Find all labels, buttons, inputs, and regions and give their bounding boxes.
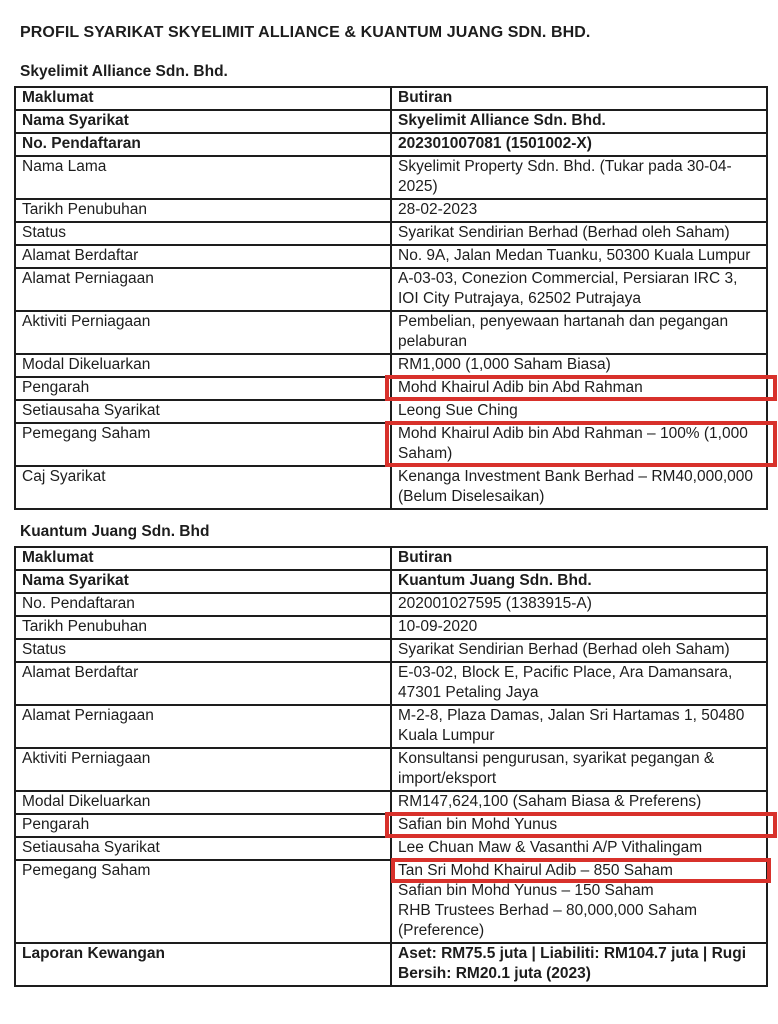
row-value <box>391 593 767 616</box>
table-row <box>15 222 767 245</box>
table-row <box>15 268 767 311</box>
value-text: Kuantum Juang Sdn. Bhd. <box>398 572 592 589</box>
row-label: Tarikh Penubuhan <box>15 199 391 222</box>
row-value <box>391 466 767 509</box>
table-row <box>15 311 767 354</box>
table-row <box>15 156 767 199</box>
row-label: Tarikh Penubuhan <box>15 616 391 639</box>
value-text: Mohd Khairul Adib bin Abd Rahman <box>398 379 643 396</box>
row-value <box>391 400 767 423</box>
row-label: Pengarah <box>15 377 391 400</box>
value-text: E-03-02, Block E, Pacific Place, Ara Damansara, 47301 Petaling Jaya <box>398 664 733 701</box>
table-row <box>15 377 767 400</box>
value-text: 202001027595 (1383915-A) <box>398 595 592 612</box>
value-text: Pembelian, penyewaan hartanah dan pegangan pelaburan <box>398 313 729 350</box>
value-text: M-2-8, Plaza Damas, Jalan Sri Hartamas 1, 50480 Kuala Lumpur <box>398 707 745 744</box>
company-info-table-skyelimit <box>14 86 768 510</box>
column-header: Butiran <box>391 547 767 570</box>
row-value <box>391 311 767 354</box>
row-label: Status <box>15 639 391 662</box>
row-label: Nama Syarikat <box>15 570 391 593</box>
row-label: Pemegang Saham <box>15 423 391 466</box>
page-title: PROFIL SYARIKAT SKYELIMIT ALLIANCE & KUANTUM JUANG SDN. BHD. <box>20 24 591 41</box>
row-label: No. Pendaftaran <box>15 133 391 156</box>
header-row <box>15 87 767 110</box>
table-row <box>15 245 767 268</box>
value-text: Syarikat Sendirian Berhad (Berhad oleh Saham) <box>398 641 730 658</box>
row-value <box>391 814 767 837</box>
row-label: Modal Dikeluarkan <box>15 354 391 377</box>
row-value <box>391 268 767 311</box>
value-text: Aset: RM75.5 juta | Liabiliti: RM104.7 juta | Rugi Bersih: RM20.1 juta (2023) <box>398 945 747 982</box>
table-row <box>15 791 767 814</box>
table-row <box>15 860 767 943</box>
company-section-kuantum <box>14 523 768 987</box>
table-row <box>15 133 767 156</box>
row-value <box>391 156 767 199</box>
row-label: Alamat Perniagaan <box>15 268 391 311</box>
row-value <box>391 943 767 986</box>
row-label: Caj Syarikat <box>15 466 391 509</box>
company-heading-kuantum: Kuantum Juang Sdn. Bhd <box>20 523 210 540</box>
row-value <box>391 705 767 748</box>
value-line <box>398 861 760 881</box>
row-label: Setiausaha Syarikat <box>15 837 391 860</box>
column-header: Maklumat <box>15 547 391 570</box>
table-row <box>15 199 767 222</box>
value-text: Konsultansi pengurusan, syarikat pegangan & import/eksport <box>398 750 715 787</box>
company-info-table-kuantum <box>14 546 768 987</box>
table-row <box>15 616 767 639</box>
value-text: Safian bin Mohd Yunus – 150 Saham <box>398 882 654 899</box>
row-label: No. Pendaftaran <box>15 593 391 616</box>
table-row <box>15 662 767 705</box>
value-text: Skyelimit Alliance Sdn. Bhd. <box>398 112 606 129</box>
value-text: RM1,000 (1,000 Saham Biasa) <box>398 356 611 373</box>
value-text: Syarikat Sendirian Berhad (Berhad oleh Saham) <box>398 224 730 241</box>
row-value <box>391 639 767 662</box>
row-label: Nama Lama <box>15 156 391 199</box>
table-row <box>15 748 767 791</box>
row-value <box>391 377 767 400</box>
row-value <box>391 837 767 860</box>
row-value <box>391 199 767 222</box>
row-value <box>391 791 767 814</box>
row-label: Setiausaha Syarikat <box>15 400 391 423</box>
row-label: Laporan Kewangan <box>15 943 391 986</box>
row-label: Alamat Berdaftar <box>15 245 391 268</box>
table-row <box>15 400 767 423</box>
table-row <box>15 570 767 593</box>
row-value <box>391 110 767 133</box>
value-text: No. 9A, Jalan Medan Tuanku, 50300 Kuala Lumpur <box>398 247 751 264</box>
company-section-skyelimit <box>14 63 768 510</box>
row-label: Modal Dikeluarkan <box>15 791 391 814</box>
row-label: Nama Syarikat <box>15 110 391 133</box>
row-value <box>391 222 767 245</box>
row-value <box>391 245 767 268</box>
table-row <box>15 466 767 509</box>
row-label: Aktiviti Perniagaan <box>15 311 391 354</box>
value-text: Mohd Khairul Adib bin Abd Rahman – 100% (1,000 Saham) <box>398 425 748 462</box>
value-text: RM147,624,100 (Saham Biasa & Preferens) <box>398 793 702 810</box>
row-value <box>391 662 767 705</box>
row-label: Pemegang Saham <box>15 860 391 943</box>
value-text: Tan Sri Mohd Khairul Adib – 850 Saham <box>398 862 673 879</box>
value-text: Lee Chuan Maw & Vasanthi A/P Vithalingam <box>398 839 703 856</box>
value-text: RHB Trustees Berhad – 80,000,000 Saham (Preference) <box>398 902 697 939</box>
table-row <box>15 705 767 748</box>
value-text: Skyelimit Property Sdn. Bhd. (Tukar pada 30-04-2025) <box>398 158 732 195</box>
row-label: Pengarah <box>15 814 391 837</box>
row-value <box>391 860 767 943</box>
table-row <box>15 593 767 616</box>
value-text: Leong Sue Ching <box>398 402 518 419</box>
column-header: Butiran <box>391 87 767 110</box>
header-row <box>15 547 767 570</box>
row-value <box>391 133 767 156</box>
table-row <box>15 639 767 662</box>
value-text: Kenanga Investment Bank Berhad – RM40,000,000 (Belum Diselesaikan) <box>398 468 754 505</box>
row-value <box>391 423 767 466</box>
column-header: Maklumat <box>15 87 391 110</box>
row-value <box>391 570 767 593</box>
value-text: Safian bin Mohd Yunus <box>398 816 558 833</box>
table-row <box>15 354 767 377</box>
table-row <box>15 814 767 837</box>
row-value <box>391 354 767 377</box>
row-value <box>391 616 767 639</box>
row-label: Aktiviti Perniagaan <box>15 748 391 791</box>
table-row <box>15 837 767 860</box>
table-row <box>15 943 767 986</box>
row-label: Alamat Berdaftar <box>15 662 391 705</box>
row-value <box>391 748 767 791</box>
value-text: 10-09-2020 <box>398 618 478 635</box>
value-text: 202301007081 (1501002-X) <box>398 135 592 152</box>
row-label: Alamat Perniagaan <box>15 705 391 748</box>
table-row <box>15 423 767 466</box>
value-line <box>398 901 760 941</box>
value-line <box>398 881 760 901</box>
value-text: 28-02-2023 <box>398 201 478 218</box>
value-text: A-03-03, Conezion Commercial, Persiaran IRC 3, IOI City Putrajaya, 62502 Putrajaya <box>398 270 738 307</box>
company-heading-skyelimit: Skyelimit Alliance Sdn. Bhd. <box>20 63 228 80</box>
row-label: Status <box>15 222 391 245</box>
table-row <box>15 110 767 133</box>
